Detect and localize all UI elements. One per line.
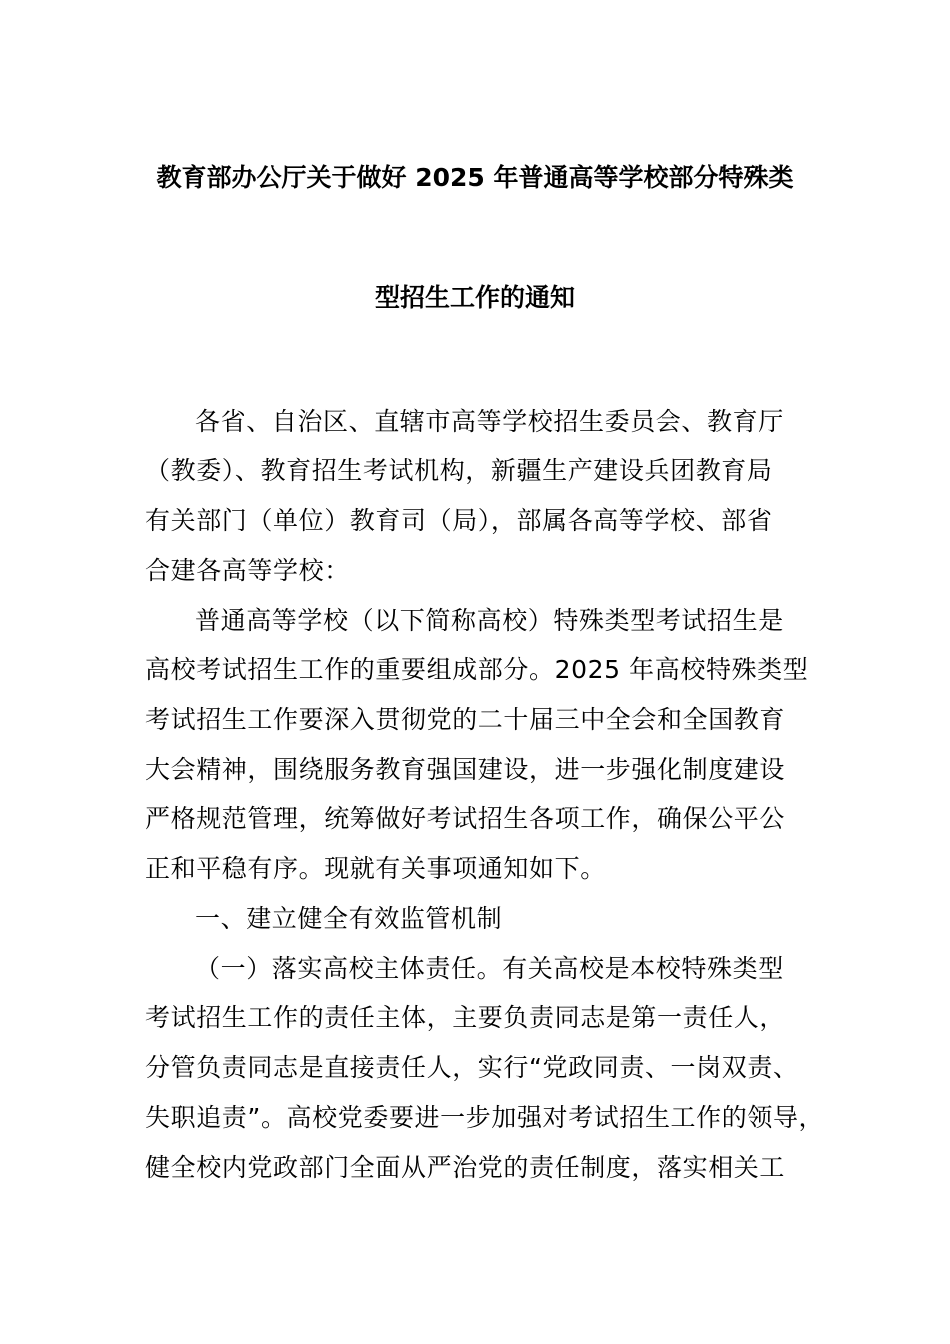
item-1-line-3: 分管负责同志是直接责任人，实行“党政同责、一岗双责、	[145, 1053, 799, 1082]
intro-paragraph-line-6: 正和平稳有序。现就有关事项通知如下。	[145, 854, 606, 883]
section-heading-1: 一、建立健全有效监管机制	[195, 904, 503, 933]
salutation-line-2: （教委）、教育招生考试机构，新疆生产建设兵团教育局	[145, 456, 773, 485]
item-1-line-4: 失职追责”。高校党委要进一步加强对考试招生工作的领导，	[145, 1103, 825, 1132]
intro-paragraph-line-2: 高校考试招生工作的重要组成部分。2025 年高校特殊类型	[145, 655, 809, 684]
document-title-line-1: 教育部办公厅关于做好 2025 年普通高等学校部分特殊类	[156, 163, 794, 192]
salutation-line-1: 各省、自治区、直辖市高等学校招生委员会、教育厅	[195, 407, 784, 436]
intro-paragraph-line-3: 考试招生工作要深入贯彻党的二十届三中全会和全国教育	[145, 705, 786, 734]
salutation-line-4: 合建各高等学校：	[145, 556, 350, 585]
intro-paragraph-line-5: 严格规范管理，统筹做好考试招生各项工作，确保公平公	[145, 804, 786, 833]
intro-paragraph-line-4: 大会精神，围绕服务教育强国建设，进一步强化制度建设	[145, 755, 786, 784]
item-1-line-2: 考试招生工作的责任主体，主要负责同志是第一责任人，	[145, 1003, 786, 1032]
item-1-line-1: （一）落实高校主体责任。有关高校是本校特殊类型	[195, 954, 784, 983]
item-1-line-5: 健全校内党政部门全面从严治党的责任制度，落实相关工	[145, 1153, 786, 1182]
intro-paragraph-line-1: 普通高等学校（以下简称高校）特殊类型考试招生是	[195, 606, 784, 635]
document-title-line-2: 型招生工作的通知	[374, 283, 575, 312]
salutation-line-3: 有关部门（单位）教育司（局），部属各高等学校、部省	[145, 506, 773, 535]
